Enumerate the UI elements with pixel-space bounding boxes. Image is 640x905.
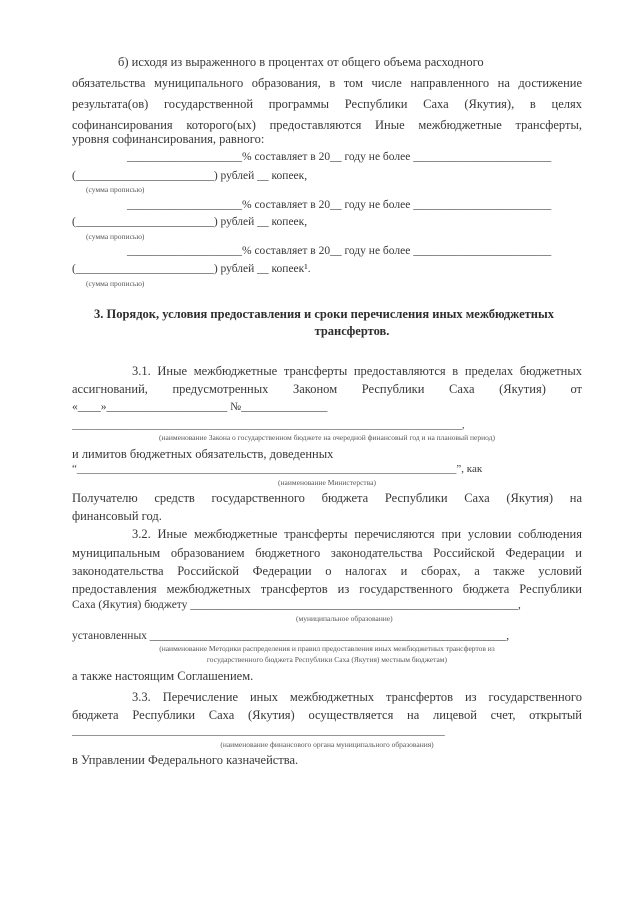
law-name-caption: (наименование Закона о государственном бюджете на очередной финансовый год и на плановый период) <box>159 433 495 442</box>
p32-line-6: установленных ______________________________________________________________, <box>72 630 510 642</box>
p31-line-8: финансовый год. <box>72 509 162 523</box>
p32-line-7: а также настоящим Соглашением. <box>72 669 254 683</box>
cofin-rubles-line-1: (________________________) рублей __ копеек, <box>72 170 308 182</box>
p31-ministry-blank: “_____________________________________________________________________”, как <box>72 463 483 475</box>
para-b-line-5: уровня софинансирования, равного: <box>72 132 265 146</box>
para-b-line-3: результата(ов) государственной программы Республики Саха (Якутия), в целях <box>72 97 582 111</box>
p32-line-1: 3.2. Иные межбюджетные трансферты перечисляются при условии соблюдения <box>132 527 582 541</box>
p33-line-1: 3.3. Перечисление иных межбюджетных трансфертов из государственного <box>132 690 582 704</box>
p31-line-2: ассигнований, предусмотренных Законом Республики Саха (Якутия) от <box>72 382 582 396</box>
municipality-caption: (муниципальное образование) <box>296 614 393 623</box>
p32-line-5: Саха (Якутия) бюджету _________________________________________________________, <box>72 599 521 611</box>
cofin-rubles-line-2: (________________________) рублей __ копеек, <box>72 216 308 228</box>
p33-line-4: в Управлении Федерального казначейства. <box>72 753 299 767</box>
amount-in-words-caption: (сумма прописью) <box>86 185 145 194</box>
section-3-title-line-2: трансфертов. <box>314 324 390 338</box>
amount-in-words-caption: (сумма прописью) <box>86 279 145 288</box>
p31-line-3: «____»_____________________ №_______________ <box>72 401 328 413</box>
ministry-name-caption: (наименование Министерства) <box>278 478 376 487</box>
p32-line-4: предоставления межбюджетных трансфертов из государственного бюджета Республики <box>72 582 582 596</box>
section-3-title-line-1: 3. Порядок, условия предоставления и сроки перечисления иных межбюджетных <box>94 307 554 321</box>
p32-line-3: законодательства Российской Федерации о налогах и сборах, а также условий <box>72 564 582 578</box>
p31-law-blank: ______________________________________________________________________________, <box>72 420 465 431</box>
p33-line-2: бюджета Республики Саха (Якутия) осуществляется на лицевой счет, открытый <box>72 708 582 722</box>
para-b-line-4: софинансирования которого(ых) предоставляются Иные межбюджетные трансферты, <box>72 118 582 132</box>
p31-line-7: Получателю средств государственного бюджета Республики Саха (Якутия) на <box>72 491 582 505</box>
cofin-percent-line-1: ____________________% составляет в 20__ году не более ________________________ <box>127 151 552 163</box>
methodology-caption-1: (наименование Методики распределения и правил предоставления иных межбюджетных трансфертов из <box>159 644 495 653</box>
p31-line-5: и лимитов бюджетных обязательств, доведенных <box>72 447 334 461</box>
cofin-percent-line-3: ____________________% составляет в 20__ году не более ________________________ <box>127 245 552 257</box>
cofin-percent-line-2: ____________________% составляет в 20__ году не более ________________________ <box>127 199 552 211</box>
para-b-line-1: б) исходя из выраженного в процентах от общего объема расходного <box>118 55 484 69</box>
p32-line-2: муниципальным образованием бюджетного законодательства Российской Федерации и <box>72 546 582 560</box>
methodology-caption-2: государственного бюджета Республики Саха (Якутия) местным бюджетам) <box>206 655 448 664</box>
cofin-rubles-line-3: (________________________) рублей __ копеек¹. <box>72 263 311 275</box>
p31-line-1: 3.1. Иные межбюджетные трансферты предоставляются в пределах бюджетных <box>132 364 582 378</box>
para-b-line-2: обязательства муниципального образования, в том числе направленного на достижение <box>72 76 582 90</box>
p33-finance-body-blank: _______________________________________________________________________ <box>72 726 445 737</box>
amount-in-words-caption: (сумма прописью) <box>86 232 145 241</box>
finance-body-caption: (наименование финансового органа муниципального образования) <box>220 740 434 749</box>
